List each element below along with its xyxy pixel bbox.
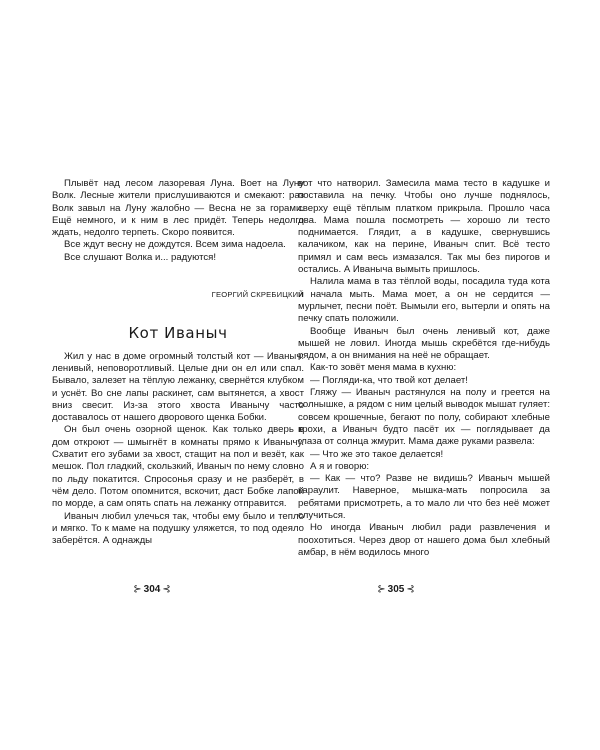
ornament-right-icon: ⊰ bbox=[406, 584, 415, 595]
dialogue-line: — Что же это такое делается! bbox=[310, 448, 444, 460]
intro-paragraph: Плывёт над лесом лазоревая Луна. Воет на Луну Волк. Лесные жители прислушиваются и смекают: раз Волк завыл на Луну жалобно — Весна не за горами. Ещё немного, и к ним в лес придёт. Теперь недолго ждать, недолго терпеть. Скоро появится. bbox=[52, 178, 304, 239]
story-paragraph: Иваныч любил улечься так, чтобы ему было и тепло и мягко. То к маме на подушку уляжется, то под одеяло заберётся. А однажды bbox=[52, 510, 304, 547]
story-paragraph: Но иногда Иваныч любил ради развлечения и поохотиться. Через двор от нашего дома был хлебный амбар, в нём водилось много bbox=[298, 522, 550, 558]
intro-paragraph: Все слушают Волка и... радуются! bbox=[64, 251, 217, 263]
story-paragraph: Жил у нас в доме огромный толстый кот — Иваныч: ленивый, неповоротливый. Целые дни он ел или спал. Бывало, залезет на тёплую лежанку, свернётся клубком и уснёт. Во сне лапы раскинет, сам вытянется, а хвост вниз свесит. Из-за этого хвоста Иванычу часто доставалось от нашего дворового щенка Бобки. bbox=[52, 350, 304, 424]
page-number-left bbox=[122, 584, 182, 595]
page-number-value: 305 bbox=[387, 584, 405, 595]
dialogue-line: — Погляди-ка, что твой кот делает! bbox=[310, 374, 468, 386]
intro-paragraph: Все ждут весну не дождутся. Всем зима надоела. bbox=[64, 239, 286, 251]
story-paragraph: Вообще Иваныч был очень ленивый кот, даже мышей не ловил. Иногда мышь скребётся где-нибудь рядом, а он внимания на неё не обращает. bbox=[298, 325, 550, 362]
left-page-column bbox=[52, 178, 304, 547]
page-number-value: 304 bbox=[143, 584, 161, 595]
right-page-column bbox=[298, 178, 550, 559]
story-title: Кот Иваныч bbox=[128, 324, 228, 343]
ornament-right-icon: ⊰ bbox=[162, 584, 171, 595]
dialogue-line: — Как — что? Разве не видишь? Иваныч мышей караулит. Наверное, мышка-мать попросила за ребятами присмотреть, а то мало ли что без неё может случиться. bbox=[298, 473, 550, 522]
story-paragraph: Как-то зовёт меня мама в кухню: bbox=[310, 362, 457, 374]
page-number-right bbox=[366, 584, 426, 595]
story-paragraph: Гляжу — Иваныч растянулся на полу и греется на солнышке, а рядом с ним целый выводок мышат гуляет: совсем крошечные, бегают по полу, собирают хлебные крохи, а Иваныч будто пасёт их — поглядывает да глаза от солнца жмурит. Мама даже руками развела: bbox=[298, 387, 550, 448]
author-name: ГЕОРГИЙ СКРЕБИЦКИЙ bbox=[211, 290, 304, 300]
ornament-left-icon: ⊱ bbox=[377, 584, 386, 595]
story-paragraph: вот что натворил. Замесила мама тесто в кадушке и поставила на печку. Чтобы оно лучше поднялось, сверху ещё тёплым платком прикрыла. Прошло часа два. Мама пошла посмотреть — хорошо ли тесто поднимается. Глядит, а в кадушке, свернувшись калачиком, как на перине, Иваныч спит. Всё тесто примял и сам весь измазался. Так мы без пирогов и остались. А Иваныча вымыть пришлось. bbox=[298, 178, 550, 276]
story-paragraph: А я и говорю: bbox=[310, 460, 370, 472]
story-paragraph: Налила мама в таз тёплой воды, посадила туда кота и начала мыть. Мама моет, а он не сердится — мурлычет, песни поёт. Вымыли его, вытерли и опять на печку спать положили. bbox=[298, 276, 550, 325]
story-paragraph: Он был очень озорной щенок. Как только дверь в дом откроют — шмыгнёт в комнаты прямо к Иванычу. Схватит его зубами за хвост, стащит на пол и везёт, как мешок. Пол гладкий, скользкий, Иваныч по нему словно по льду покатится. Спросонья сразу и не разберёт, в чём дело. Потом опомнится, вскочит, даст Бобке лапой по морде, а сам опять спать на лежанку отправится. bbox=[52, 424, 304, 510]
ornament-left-icon: ⊱ bbox=[133, 584, 142, 595]
